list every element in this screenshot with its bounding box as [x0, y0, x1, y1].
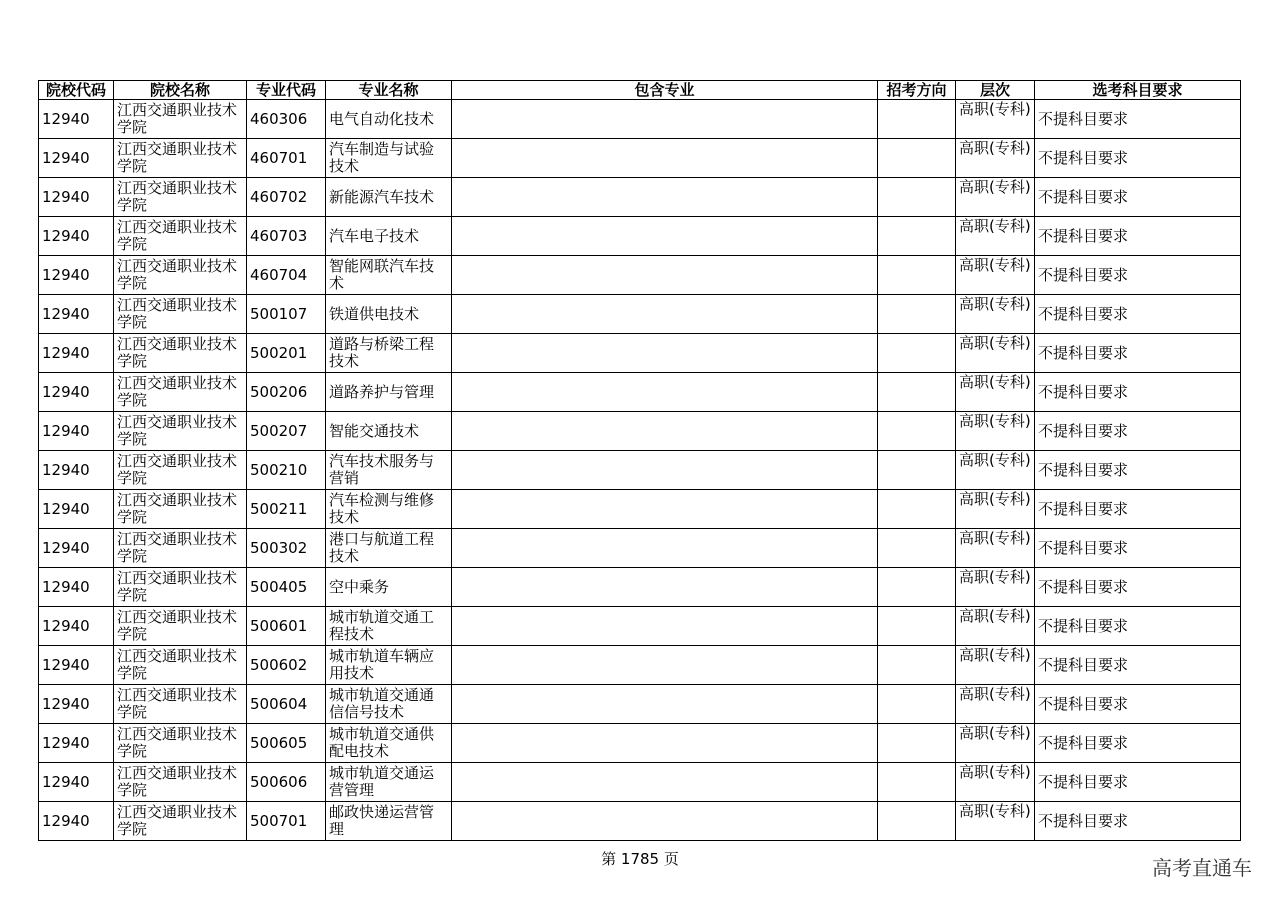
page-suffix: 页 — [663, 850, 679, 868]
major-code-cell: 500405 — [247, 568, 326, 607]
direction-cell — [878, 178, 956, 217]
included-majors-cell — [452, 568, 878, 607]
subject-requirement-cell: 不提科目要求 — [1035, 373, 1241, 412]
table-row — [39, 646, 1241, 685]
header-institution-name: 院校名称 — [114, 81, 247, 100]
institution-code-cell: 12940 — [39, 178, 114, 217]
institution-name-cell: 江西交通职业技术学院 — [114, 295, 247, 334]
institution-code-cell: 12940 — [39, 646, 114, 685]
header-major-name: 专业名称 — [326, 81, 452, 100]
major-code-cell: 500602 — [247, 646, 326, 685]
institution-name-cell: 江西交通职业技术学院 — [114, 256, 247, 295]
major-name-cell: 城市轨道交通供配电技术 — [326, 724, 452, 763]
major-code-cell: 460702 — [247, 178, 326, 217]
major-name-cell: 道路与桥梁工程技术 — [326, 334, 452, 373]
institution-name-cell: 江西交通职业技术学院 — [114, 763, 247, 802]
major-name-cell: 港口与航道工程技术 — [326, 529, 452, 568]
major-code-cell: 500107 — [247, 295, 326, 334]
subject-requirement-cell: 不提科目要求 — [1035, 256, 1241, 295]
major-code-cell: 500601 — [247, 607, 326, 646]
page-footer — [0, 848, 1280, 869]
subject-requirement-cell: 不提科目要求 — [1035, 139, 1241, 178]
level-cell: 高职(专科) — [956, 295, 1035, 334]
watermark-text: 高考直通车 — [1152, 856, 1252, 880]
major-name-cell: 新能源汽车技术 — [326, 178, 452, 217]
subject-requirement-cell: 不提科目要求 — [1035, 607, 1241, 646]
table-row — [39, 295, 1241, 334]
header-direction: 招考方向 — [878, 81, 956, 100]
institution-name-cell: 江西交通职业技术学院 — [114, 568, 247, 607]
major-name-cell: 城市轨道车辆应用技术 — [326, 646, 452, 685]
table-row — [39, 685, 1241, 724]
direction-cell — [878, 490, 956, 529]
included-majors-cell — [452, 763, 878, 802]
header-level: 层次 — [956, 81, 1035, 100]
included-majors-cell — [452, 100, 878, 139]
major-code-cell: 500201 — [247, 334, 326, 373]
level-cell: 高职(专科) — [956, 217, 1035, 256]
major-code-cell: 460703 — [247, 217, 326, 256]
included-majors-cell — [452, 724, 878, 763]
included-majors-cell — [452, 139, 878, 178]
table-row — [39, 412, 1241, 451]
subject-requirement-cell: 不提科目要求 — [1035, 295, 1241, 334]
major-code-cell: 460701 — [247, 139, 326, 178]
institution-name-cell: 江西交通职业技术学院 — [114, 802, 247, 841]
table-header-row — [39, 81, 1241, 100]
level-cell: 高职(专科) — [956, 256, 1035, 295]
subject-requirement-cell: 不提科目要求 — [1035, 334, 1241, 373]
major-name-cell: 城市轨道交通工程技术 — [326, 607, 452, 646]
major-name-cell: 城市轨道交通运营管理 — [326, 763, 452, 802]
subject-requirement-cell: 不提科目要求 — [1035, 217, 1241, 256]
included-majors-cell — [452, 646, 878, 685]
direction-cell — [878, 412, 956, 451]
subject-requirement-cell: 不提科目要求 — [1035, 802, 1241, 841]
major-name-cell: 道路养护与管理 — [326, 373, 452, 412]
major-name-cell: 邮政快递运营管理 — [326, 802, 452, 841]
direction-cell — [878, 373, 956, 412]
included-majors-cell — [452, 802, 878, 841]
major-code-cell: 500606 — [247, 763, 326, 802]
table-row — [39, 373, 1241, 412]
direction-cell — [878, 529, 956, 568]
institution-code-cell: 12940 — [39, 490, 114, 529]
admissions-table — [38, 80, 1241, 841]
institution-code-cell: 12940 — [39, 568, 114, 607]
level-cell: 高职(专科) — [956, 373, 1035, 412]
level-cell: 高职(专科) — [956, 412, 1035, 451]
direction-cell — [878, 568, 956, 607]
institution-name-cell: 江西交通职业技术学院 — [114, 412, 247, 451]
institution-code-cell: 12940 — [39, 529, 114, 568]
subject-requirement-cell: 不提科目要求 — [1035, 646, 1241, 685]
included-majors-cell — [452, 217, 878, 256]
included-majors-cell — [452, 178, 878, 217]
subject-requirement-cell: 不提科目要求 — [1035, 178, 1241, 217]
included-majors-cell — [452, 490, 878, 529]
institution-code-cell: 12940 — [39, 295, 114, 334]
major-name-cell: 智能网联汽车技术 — [326, 256, 452, 295]
level-cell: 高职(专科) — [956, 802, 1035, 841]
major-code-cell: 460704 — [247, 256, 326, 295]
major-name-cell: 汽车电子技术 — [326, 217, 452, 256]
table-row — [39, 568, 1241, 607]
institution-name-cell: 江西交通职业技术学院 — [114, 724, 247, 763]
included-majors-cell — [452, 295, 878, 334]
level-cell: 高职(专科) — [956, 763, 1035, 802]
institution-name-cell: 江西交通职业技术学院 — [114, 334, 247, 373]
institution-name-cell: 江西交通职业技术学院 — [114, 139, 247, 178]
major-code-cell: 500605 — [247, 724, 326, 763]
institution-code-cell: 12940 — [39, 217, 114, 256]
institution-code-cell: 12940 — [39, 685, 114, 724]
header-major-code: 专业代码 — [247, 81, 326, 100]
table-row — [39, 724, 1241, 763]
included-majors-cell — [452, 451, 878, 490]
subject-requirement-cell: 不提科目要求 — [1035, 100, 1241, 139]
institution-name-cell: 江西交通职业技术学院 — [114, 373, 247, 412]
table-row — [39, 256, 1241, 295]
institution-code-cell: 12940 — [39, 724, 114, 763]
subject-requirement-cell: 不提科目要求 — [1035, 490, 1241, 529]
level-cell: 高职(专科) — [956, 100, 1035, 139]
included-majors-cell — [452, 373, 878, 412]
level-cell: 高职(专科) — [956, 568, 1035, 607]
major-code-cell: 500211 — [247, 490, 326, 529]
direction-cell — [878, 724, 956, 763]
direction-cell — [878, 646, 956, 685]
major-name-cell: 汽车技术服务与营销 — [326, 451, 452, 490]
included-majors-cell — [452, 607, 878, 646]
major-name-cell: 智能交通技术 — [326, 412, 452, 451]
major-name-cell: 城市轨道交通通信信号技术 — [326, 685, 452, 724]
table-row — [39, 334, 1241, 373]
institution-name-cell: 江西交通职业技术学院 — [114, 529, 247, 568]
subject-requirement-cell: 不提科目要求 — [1035, 412, 1241, 451]
institution-name-cell: 江西交通职业技术学院 — [114, 646, 247, 685]
direction-cell — [878, 802, 956, 841]
direction-cell — [878, 217, 956, 256]
included-majors-cell — [452, 685, 878, 724]
level-cell: 高职(专科) — [956, 724, 1035, 763]
subject-requirement-cell: 不提科目要求 — [1035, 529, 1241, 568]
institution-name-cell: 江西交通职业技术学院 — [114, 490, 247, 529]
institution-code-cell: 12940 — [39, 451, 114, 490]
direction-cell — [878, 763, 956, 802]
table-row — [39, 763, 1241, 802]
major-code-cell: 500604 — [247, 685, 326, 724]
level-cell: 高职(专科) — [956, 139, 1035, 178]
institution-name-cell: 江西交通职业技术学院 — [114, 685, 247, 724]
major-code-cell: 500207 — [247, 412, 326, 451]
table-row — [39, 100, 1241, 139]
direction-cell — [878, 334, 956, 373]
direction-cell — [878, 451, 956, 490]
table-row — [39, 529, 1241, 568]
level-cell: 高职(专科) — [956, 490, 1035, 529]
table-row — [39, 490, 1241, 529]
institution-code-cell: 12940 — [39, 139, 114, 178]
level-cell: 高职(专科) — [956, 451, 1035, 490]
included-majors-cell — [452, 529, 878, 568]
major-code-cell: 500302 — [247, 529, 326, 568]
direction-cell — [878, 607, 956, 646]
institution-code-cell: 12940 — [39, 256, 114, 295]
table-row — [39, 217, 1241, 256]
header-subject-requirement: 选考科目要求 — [1035, 81, 1241, 100]
page-number: 1785 — [620, 850, 660, 868]
institution-name-cell: 江西交通职业技术学院 — [114, 217, 247, 256]
institution-code-cell: 12940 — [39, 412, 114, 451]
major-name-cell: 汽车检测与维修技术 — [326, 490, 452, 529]
level-cell: 高职(专科) — [956, 529, 1035, 568]
major-code-cell: 500206 — [247, 373, 326, 412]
major-code-cell: 500210 — [247, 451, 326, 490]
table-row — [39, 139, 1241, 178]
major-name-cell: 汽车制造与试验技术 — [326, 139, 452, 178]
major-name-cell: 空中乘务 — [326, 568, 452, 607]
page-prefix: 第 — [601, 850, 617, 868]
subject-requirement-cell: 不提科目要求 — [1035, 685, 1241, 724]
table-row — [39, 607, 1241, 646]
institution-code-cell: 12940 — [39, 373, 114, 412]
direction-cell — [878, 295, 956, 334]
subject-requirement-cell: 不提科目要求 — [1035, 451, 1241, 490]
direction-cell — [878, 139, 956, 178]
institution-code-cell: 12940 — [39, 334, 114, 373]
major-name-cell: 铁道供电技术 — [326, 295, 452, 334]
direction-cell — [878, 685, 956, 724]
level-cell: 高职(专科) — [956, 607, 1035, 646]
subject-requirement-cell: 不提科目要求 — [1035, 568, 1241, 607]
header-included-majors: 包含专业 — [452, 81, 878, 100]
institution-name-cell: 江西交通职业技术学院 — [114, 100, 247, 139]
major-code-cell: 460306 — [247, 100, 326, 139]
direction-cell — [878, 100, 956, 139]
institution-name-cell: 江西交通职业技术学院 — [114, 451, 247, 490]
institution-code-cell: 12940 — [39, 763, 114, 802]
institution-name-cell: 江西交通职业技术学院 — [114, 607, 247, 646]
direction-cell — [878, 256, 956, 295]
institution-code-cell: 12940 — [39, 100, 114, 139]
level-cell: 高职(专科) — [956, 685, 1035, 724]
included-majors-cell — [452, 334, 878, 373]
major-name-cell: 电气自动化技术 — [326, 100, 452, 139]
subject-requirement-cell: 不提科目要求 — [1035, 763, 1241, 802]
subject-requirement-cell: 不提科目要求 — [1035, 724, 1241, 763]
table-row — [39, 451, 1241, 490]
header-institution-code: 院校代码 — [39, 81, 114, 100]
level-cell: 高职(专科) — [956, 646, 1035, 685]
included-majors-cell — [452, 412, 878, 451]
institution-code-cell: 12940 — [39, 607, 114, 646]
level-cell: 高职(专科) — [956, 334, 1035, 373]
table-row — [39, 178, 1241, 217]
major-code-cell: 500701 — [247, 802, 326, 841]
institution-name-cell: 江西交通职业技术学院 — [114, 178, 247, 217]
institution-code-cell: 12940 — [39, 802, 114, 841]
included-majors-cell — [452, 256, 878, 295]
table-row — [39, 802, 1241, 841]
level-cell: 高职(专科) — [956, 178, 1035, 217]
